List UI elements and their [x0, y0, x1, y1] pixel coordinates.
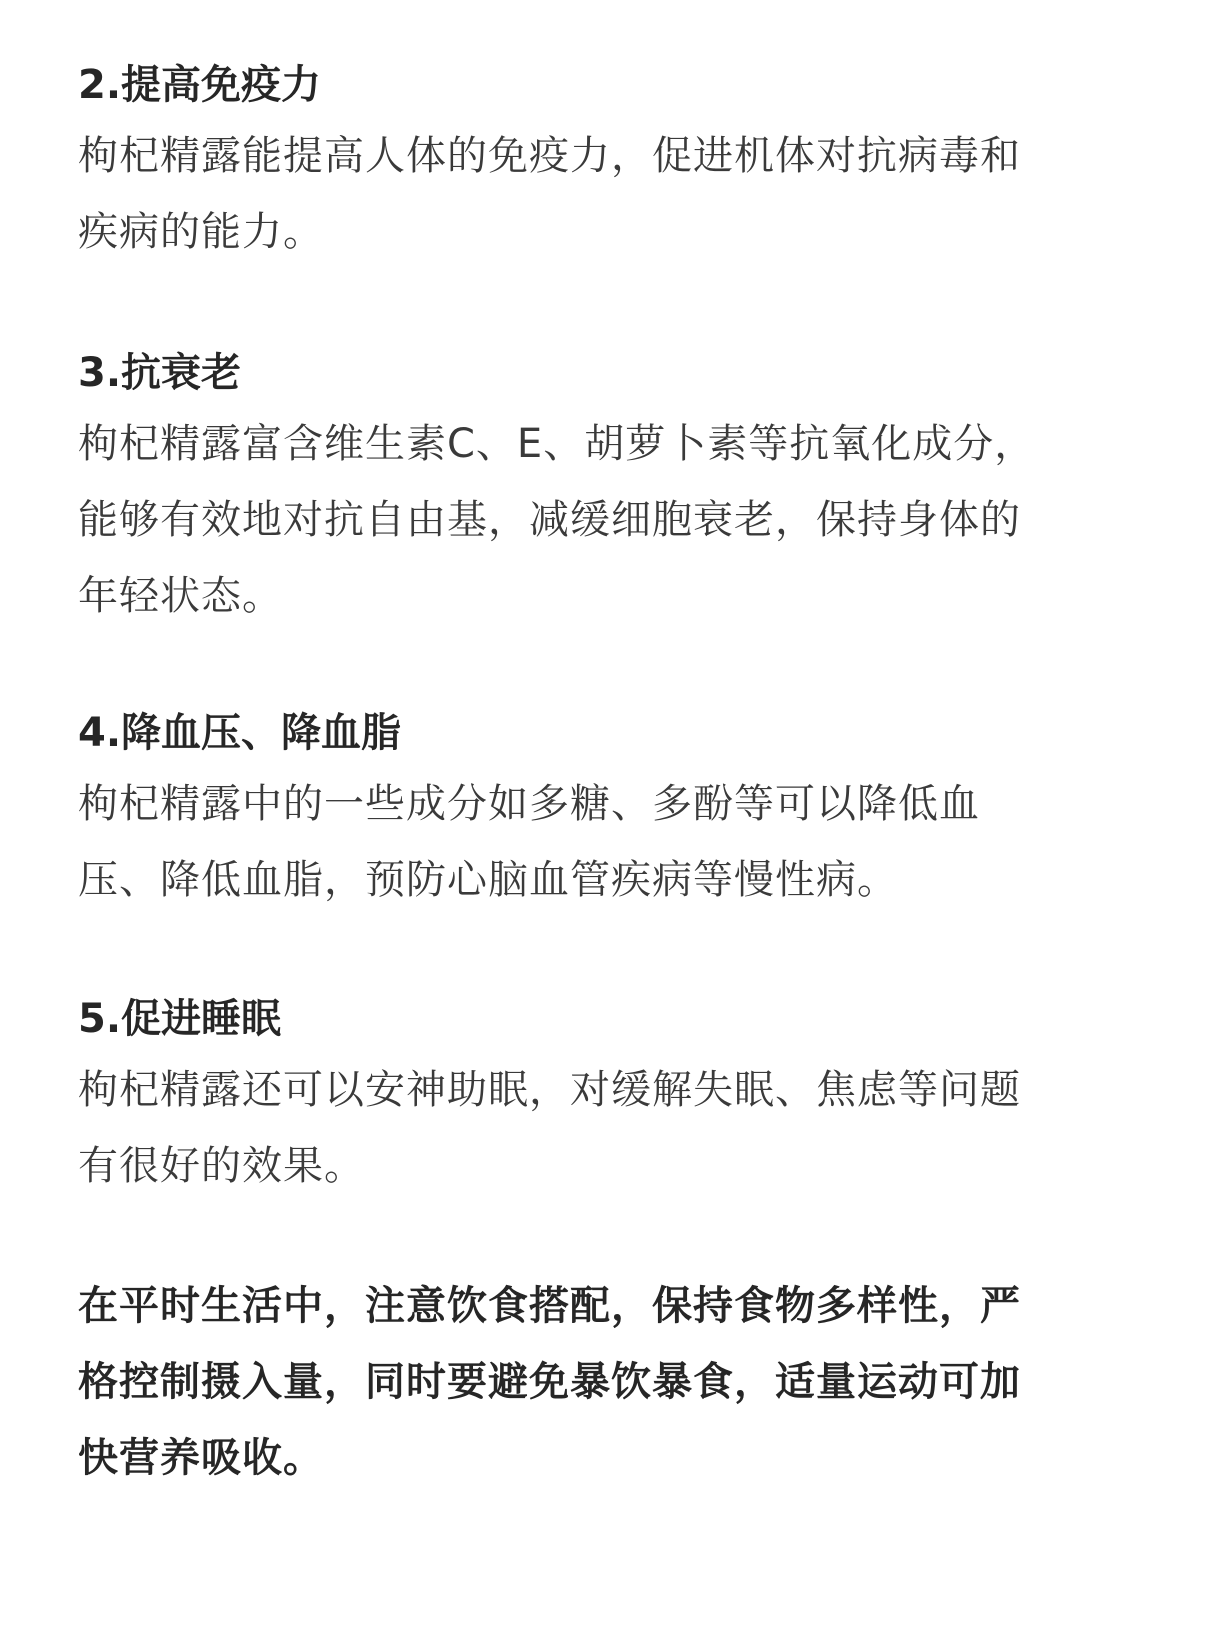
summary-paragraph — [78, 1268, 1118, 1496]
section-text-line: 年轻状态。 — [78, 573, 283, 619]
section-text-line: 枸杞精露富含维生素C、E、胡萝卜素等抗氧化成分， — [78, 421, 1036, 467]
summary-line: 快营养吸收。 — [78, 1435, 324, 1481]
section-text-line: 枸杞精露还可以安神助眠，对缓解失眠、焦虑等问题 — [78, 1067, 1021, 1113]
article-content — [78, 52, 1118, 1496]
spacer — [78, 270, 1118, 340]
section-immunity — [78, 52, 1118, 270]
section-heading: 4.降血压、降血脂 — [78, 710, 402, 756]
section-text-line: 压、降低血脂，预防心脑血管疾病等慢性病。 — [78, 857, 898, 903]
section-anti-aging — [78, 340, 1118, 634]
section-heading: 2.提高免疫力 — [78, 62, 322, 108]
section-text-line: 枸杞精露能提高人体的免疫力，促进机体对抗病毒和 — [78, 133, 1021, 179]
section-sleep — [78, 986, 1118, 1204]
summary-line: 格控制摄入量，同时要避免暴饮暴食，适量运动可加 — [78, 1359, 1021, 1405]
section-text-line: 枸杞精露中的一些成分如多糖、多酚等可以降低血 — [78, 781, 980, 827]
summary-line: 在平时生活中，注意饮食搭配，保持食物多样性，严 — [78, 1283, 1021, 1329]
section-text-line: 能够有效地对抗自由基，减缓细胞衰老，保持身体的 — [78, 497, 1021, 543]
spacer — [78, 1204, 1118, 1268]
section-text-line: 疾病的能力。 — [78, 209, 324, 255]
section-heading: 3.抗衰老 — [78, 350, 242, 396]
section-blood-pressure — [78, 700, 1118, 918]
spacer — [78, 918, 1118, 986]
section-heading: 5.促进睡眠 — [78, 996, 282, 1042]
spacer — [78, 634, 1118, 700]
section-text-line: 有很好的效果。 — [78, 1143, 365, 1189]
